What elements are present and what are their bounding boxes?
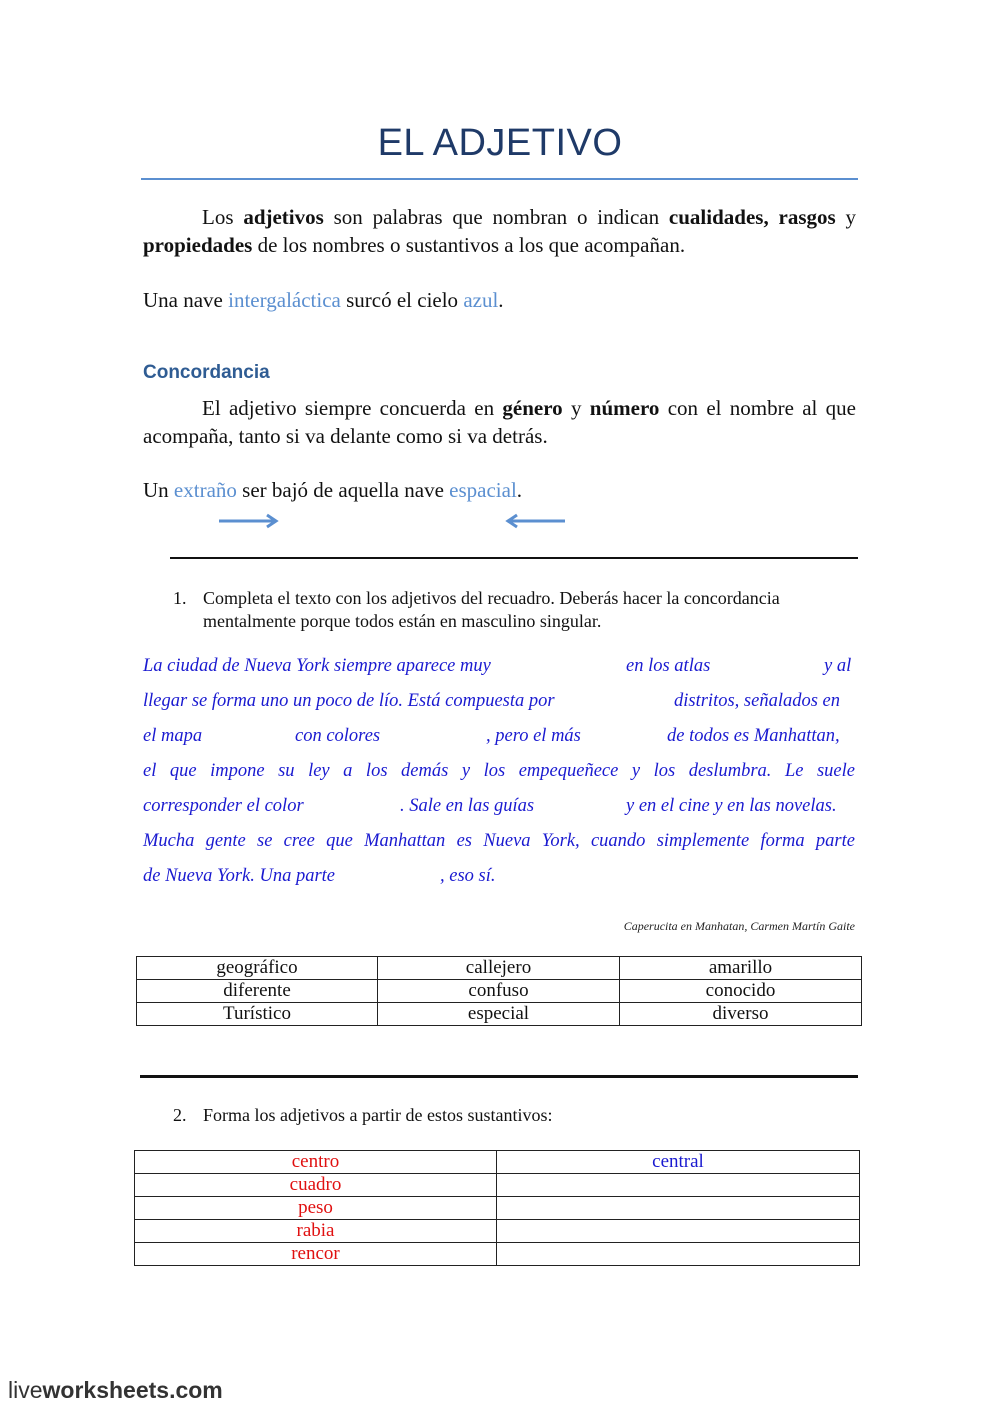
bold-term: rasgos — [778, 205, 836, 229]
story-text: el mapa — [143, 726, 203, 746]
story-text: y en el cine y en las novelas. — [626, 796, 837, 816]
text: con el nombre al que acompaña, tanto si va delante como si va detrás. — [143, 396, 856, 448]
table-cell: diverso — [620, 1003, 862, 1026]
bold-term: cualidades, — [668, 205, 769, 229]
table-row — [135, 1220, 860, 1243]
page-title: EL ADJETIVO — [377, 122, 623, 164]
text: Los — [202, 205, 244, 229]
table-row — [137, 1003, 862, 1026]
story-line — [626, 656, 710, 677]
concordancia-example — [143, 476, 856, 504]
title-divider — [141, 178, 858, 180]
answer-input[interactable] — [497, 1243, 860, 1266]
story-line — [486, 726, 581, 747]
story-line — [400, 796, 534, 817]
bold-term: adjetivos — [243, 205, 324, 229]
table-cell: especial — [378, 1003, 620, 1026]
story-text: corresponder el color — [143, 796, 304, 816]
brand-text: live — [8, 1377, 43, 1403]
story-line — [440, 866, 496, 887]
text: . — [498, 288, 504, 312]
story-text: y al — [824, 656, 852, 676]
story-text: . Sale en las guías — [400, 796, 535, 816]
exercise-number: 2. — [173, 1105, 187, 1125]
text: Un — [143, 478, 174, 502]
section-heading-concordancia: Concordancia — [143, 362, 270, 383]
story-line — [667, 726, 840, 747]
answer-input[interactable] — [497, 1174, 860, 1197]
table-row — [135, 1151, 860, 1174]
story-text: con colores — [295, 726, 381, 746]
story-line — [143, 656, 491, 677]
noun-cell: rencor — [135, 1243, 497, 1266]
answer-input[interactable]: central — [497, 1151, 860, 1174]
text: El adjetivo siempre concuerda en — [202, 396, 503, 420]
table-cell: geográfico — [137, 957, 378, 980]
table-cell: amarillo — [620, 957, 862, 980]
story-text: La ciudad de Nueva York siempre aparece muy — [143, 656, 491, 676]
example-adjective: azul — [463, 288, 499, 312]
noun-cell: centro — [135, 1151, 497, 1174]
story-line — [626, 796, 837, 817]
table-row — [135, 1197, 860, 1220]
citation: Caperucita en Manhatan, Carmen Martín Gaite — [623, 919, 855, 933]
text: ser bajó de aquella nave — [236, 478, 450, 502]
noun-cell: cuadro — [135, 1174, 497, 1197]
bold-term: número — [589, 396, 660, 420]
arrow-left-icon — [503, 512, 567, 530]
story-line — [143, 831, 855, 852]
example-adjective: extraño — [173, 478, 237, 502]
table-row — [135, 1174, 860, 1197]
concordancia-paragraph — [143, 394, 856, 450]
table-cell: conocido — [620, 980, 862, 1003]
intro-paragraph — [143, 203, 856, 259]
story-line — [674, 691, 840, 712]
text: surcó el cielo — [340, 288, 464, 312]
noun-adjective-table — [134, 1150, 860, 1266]
noun-cell: rabia — [135, 1220, 497, 1243]
text: de los nombres o sustantivos a los que acompañan. — [252, 233, 686, 257]
story-line — [143, 796, 304, 817]
story-text: de todos es Manhattan, — [667, 726, 840, 746]
example-adjective: espacial — [449, 478, 517, 502]
table-row — [135, 1243, 860, 1266]
exercise-2-instruction — [173, 1104, 863, 1128]
bold-term: género — [502, 396, 563, 420]
adjective-word-table — [136, 956, 862, 1026]
story-text: en los atlas — [626, 656, 711, 676]
story-line — [143, 866, 335, 887]
text: son palabras que nombran o indican — [323, 205, 669, 229]
story-text: distritos, señalados en — [674, 691, 840, 711]
instruction-text: mentalmente porque todos están en masculino singular. — [203, 611, 602, 631]
brand-text: worksheets — [42, 1377, 170, 1403]
story-text: el que impone su ley a los demás y los empequeñece y los deslumbra. Le suele — [143, 761, 855, 781]
story-text: Mucha gente se cree que Manhattan es Nueva York, cuando simplemente forma parte — [143, 831, 855, 851]
liveworksheets-logo[interactable] — [8, 1377, 223, 1404]
story-line — [824, 656, 851, 677]
answer-input[interactable] — [497, 1220, 860, 1243]
noun-cell: peso — [135, 1197, 497, 1220]
text: . — [516, 478, 523, 502]
arrow-right-icon — [217, 512, 281, 530]
instruction-text: Forma los adjetivos a partir de estos sustantivos: — [203, 1105, 553, 1125]
table-cell: diferente — [137, 980, 378, 1003]
exercise-1-instruction — [173, 587, 863, 635]
section-divider — [170, 557, 858, 559]
instruction-text: Completa el texto con los adjetivos del recuadro. Deberás hacer la concordancia — [203, 588, 780, 608]
table-cell: callejero — [378, 957, 620, 980]
story-line — [295, 726, 380, 747]
story-line — [143, 726, 202, 747]
example-adjective: intergaláctica — [228, 288, 341, 312]
story-line — [143, 691, 555, 712]
story-line — [143, 761, 855, 782]
intro-example — [143, 286, 856, 314]
text: y — [835, 205, 856, 229]
story-text: de Nueva York. Una parte — [143, 866, 336, 886]
answer-input[interactable] — [497, 1197, 860, 1220]
text — [769, 205, 779, 229]
table-row — [137, 980, 862, 1003]
story-text: , pero el más — [486, 726, 581, 746]
exercise-number: 1. — [173, 588, 187, 608]
bold-term: propiedades — [143, 233, 253, 257]
section-divider — [140, 1075, 858, 1078]
text: y — [562, 396, 590, 420]
story-text: llegar se forma uno un poco de lío. Está compuesta por — [143, 691, 555, 711]
table-cell: confuso — [378, 980, 620, 1003]
table-row — [137, 957, 862, 980]
text: Una nave — [143, 288, 229, 312]
table-cell: Turístico — [137, 1003, 378, 1026]
story-text: , eso sí. — [440, 866, 496, 886]
brand-text: .com — [169, 1377, 223, 1403]
